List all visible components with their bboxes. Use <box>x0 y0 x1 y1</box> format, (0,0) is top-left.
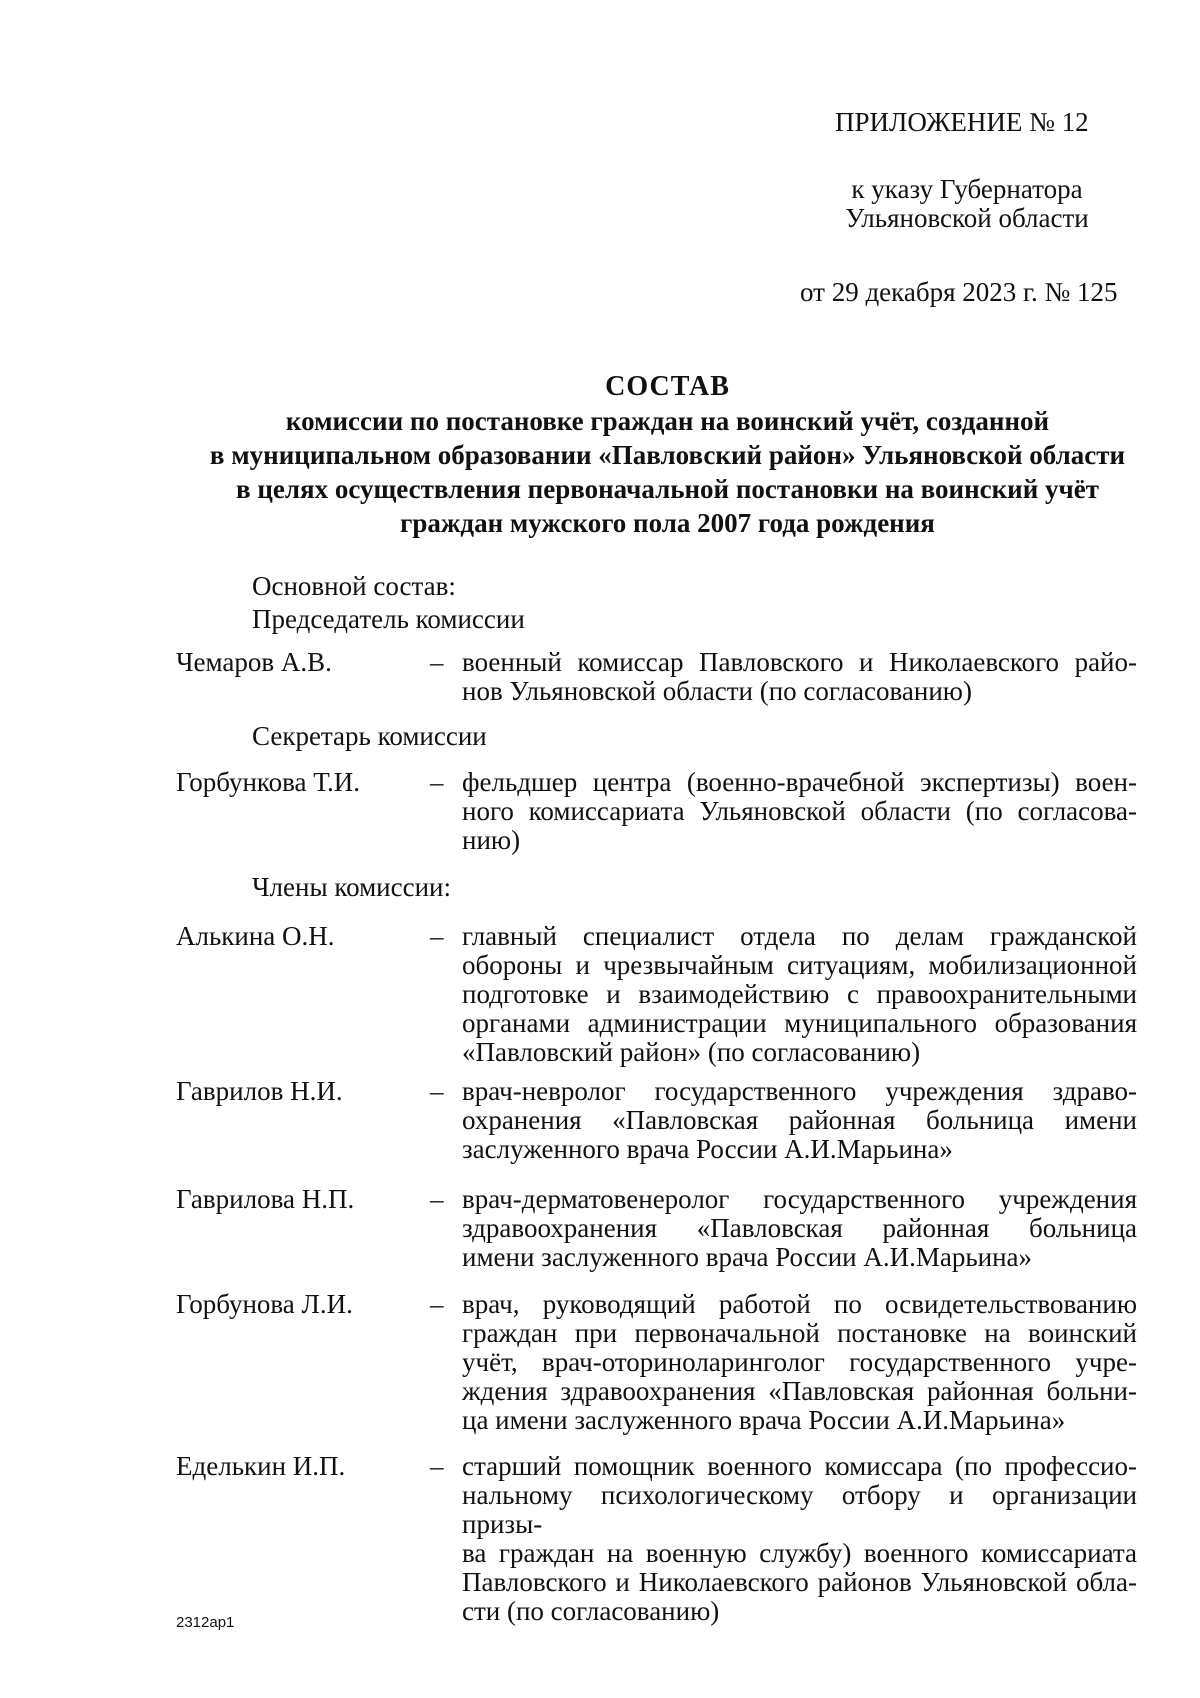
section-secretary: Секретарь комиссии <box>252 721 487 751</box>
description-line: «Павловский район» (по согласованию) <box>462 1037 921 1067</box>
document-title <box>120 370 1200 540</box>
section-members: Члены комиссии: <box>252 872 451 902</box>
description-line: фельдшер центра (военно-врачебной экспертизы) воен- <box>462 767 1137 797</box>
member-description <box>462 1077 1137 1164</box>
description-line: подготовке и взаимодействию с правоохранительными <box>462 979 1137 1009</box>
description-line: обороны и чрезвычайным ситуациям, мобилизационной <box>462 950 1137 980</box>
description-line: учёт, врач-оториноларинголог государственного учре- <box>462 1347 1137 1377</box>
description-line: охранения «Павловская районная больница имени <box>462 1105 1137 1135</box>
description-line: ждения здравоохранения «Павловская районная больни- <box>462 1376 1137 1406</box>
member-dash: – <box>430 1451 444 1481</box>
section-chairman: Председатель комиссии <box>252 604 525 634</box>
appendix-title: ПРИЛОЖЕНИЕ № 12 <box>835 107 1089 137</box>
decree-reference <box>842 175 1092 233</box>
member-description <box>462 648 1137 706</box>
member-description <box>462 922 1137 1067</box>
member-dash: – <box>430 1289 444 1319</box>
description-line: ва граждан на военную службу) военного комиссариата <box>462 1538 1137 1568</box>
description-line: врач, руководящий работой по освидетельствованию <box>462 1289 1137 1319</box>
member-name: Горбункова Т.И. <box>176 767 361 797</box>
description-line: органами администрации муниципального образования <box>462 1008 1137 1038</box>
description-line: граждан при первоначальной постановке на воинский <box>462 1318 1137 1348</box>
description-line: старший помощник военного комиссара (по профессио- <box>462 1451 1137 1481</box>
title-line-3: в целях осуществления первоначальной постановки на воинский учёт <box>235 474 1100 504</box>
description-line: ца имени заслуженного врача России А.И.Марьина» <box>462 1405 1066 1435</box>
description-line: врач-дерматовенеролог государственного учреждения <box>462 1184 1137 1214</box>
member-description <box>462 1290 1137 1435</box>
decree-reference-line1: к указу Губернатора <box>851 174 1083 204</box>
description-line: заслуженного врача России А.И.Марьина» <box>462 1134 953 1164</box>
description-line: здравоохранения «Павловская районная больница <box>462 1213 1137 1243</box>
member-name: Горбунова Л.И. <box>176 1289 353 1319</box>
description-line: врач-невролог государственного учреждения здраво- <box>462 1076 1137 1106</box>
description-line: главный специалист отдела по делам гражданской <box>462 921 1137 951</box>
member-name: Чемаров А.В. <box>176 647 332 677</box>
description-line: ного комиссариата Ульяновской области (по согласова- <box>462 796 1137 826</box>
member-description <box>462 1452 1137 1626</box>
description-line: нию) <box>462 825 521 855</box>
description-line: военный комиссар Павловского и Николаевского райо- <box>462 647 1137 677</box>
member-name: Гаврилов Н.И. <box>176 1076 343 1106</box>
title-main: СОСТАВ <box>605 371 730 402</box>
member-name: Алькина О.Н. <box>176 921 335 951</box>
section-main-composition: Основной состав: <box>252 571 456 601</box>
member-name: Гаврилова Н.П. <box>176 1184 355 1214</box>
description-line: имени заслуженного врача России А.И.Марьина» <box>462 1242 1033 1272</box>
title-line-1: комиссии по постановке граждан на воинский учёт, созданной <box>285 406 1050 436</box>
member-dash: – <box>430 1076 444 1106</box>
member-dash: – <box>430 1184 444 1214</box>
member-description <box>462 768 1137 855</box>
description-line: нальному психологическому отбору и организации призы- <box>462 1480 1137 1539</box>
description-line: нов Ульяновской области (по согласованию) <box>462 676 972 706</box>
title-line-4: граждан мужского пола 2007 года рождения <box>400 508 935 538</box>
decree-date: от 29 декабря 2023 г. № 125 <box>800 277 1118 307</box>
title-line-2: в муниципальном образовании «Павловский район» Ульяновской области <box>209 440 1126 470</box>
member-dash: – <box>430 921 444 951</box>
member-description <box>462 1185 1137 1272</box>
member-dash: – <box>430 647 444 677</box>
member-name: Еделькин И.П. <box>176 1451 346 1481</box>
decree-reference-line2: Ульяновской области <box>845 203 1089 233</box>
description-line: сти (по согласованию) <box>462 1596 720 1626</box>
document-code: 2312ap1 <box>176 1614 235 1631</box>
description-line: Павловского и Николаевского районов Ульяновской обла- <box>462 1567 1137 1597</box>
member-dash: – <box>430 767 444 797</box>
